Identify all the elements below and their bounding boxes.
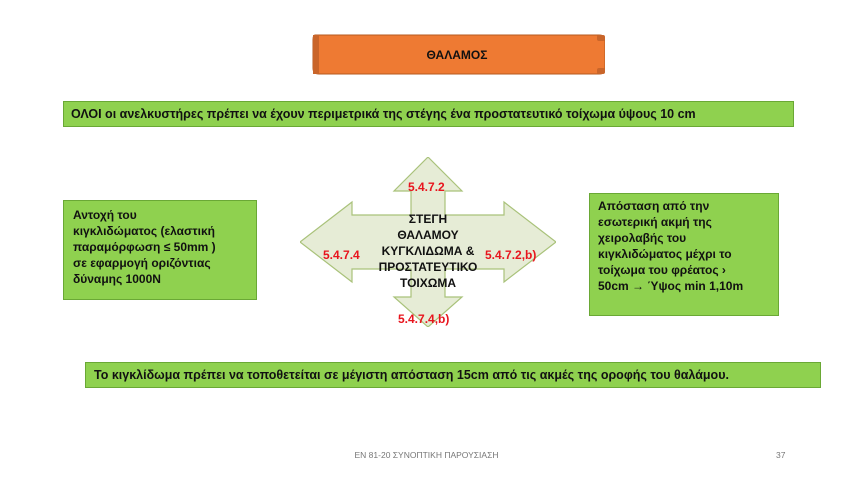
ref-top: 5.4.7.2 [408, 180, 445, 194]
right-box-line: Απόσταση από την [598, 199, 710, 213]
ref-left: 5.4.7.4 [323, 248, 360, 262]
left-box-line: σε εφαρμογή οριζόντιας [73, 256, 211, 270]
left-box-line: δύναμης 1000Ν [73, 272, 161, 286]
center-line: ΣΤΕΓΗ [408, 212, 448, 226]
ref-bottom: 5.4.7.4,b) [398, 312, 450, 326]
center-line: ΤΟΙΧΩΜΑ [399, 276, 457, 290]
left-box-line: παραμόρφωση ≤ 50mm ) [73, 240, 216, 254]
right-box-line: εσωτερική ακμή της [598, 215, 712, 229]
footer-text: ΕΝ 81-20 ΣΥΝΟΠΤΙΚΗ ΠΑΡΟΥΣΙΑΣΗ [354, 450, 499, 460]
bottom-statement: Το κιγκλίδωμα πρέπει να τοποθετείται σε μέγιστη απόσταση 15cm από τις ακμές της οροφής του θαλάμου. [85, 362, 821, 388]
right-box-line: κιγκλιδώματος μέχρι το [598, 247, 732, 261]
left-box-line: Αντοχή του [73, 208, 137, 222]
right-box-line: χειρολαβής του [598, 231, 687, 245]
right-box-line: τοίχωμα του φρέατος › [598, 263, 726, 277]
title-banner [309, 32, 605, 77]
top-statement: ΟΛΟΙ οι ανελκυστήρες πρέπει να έχουν περιμετρικά της στέγης ένα προστατευτικό τοίχωμα ύψους 10 cm [63, 101, 794, 127]
right-box-line: 50cm → Ύψος min 1,10m [598, 279, 744, 293]
page-number: 37 [776, 450, 786, 460]
center-label [360, 211, 496, 291]
left-box-line: κιγκλιδώματος (ελαστική [73, 224, 215, 238]
left-info-box [63, 200, 257, 300]
ref-right: 5.4.7.2,b) [485, 248, 537, 262]
center-line: ΘΑΛΑΜΟΥ [397, 228, 459, 242]
center-line: ΠΡΟΣΤΑΤΕΥΤΙΚΟ [378, 260, 478, 274]
banner-title: ΘΑΛΑΜΟΣ [426, 47, 488, 62]
center-line: ΚΥΓΚΛΙΔΩΜΑ & [381, 244, 475, 258]
right-info-box [589, 193, 779, 316]
